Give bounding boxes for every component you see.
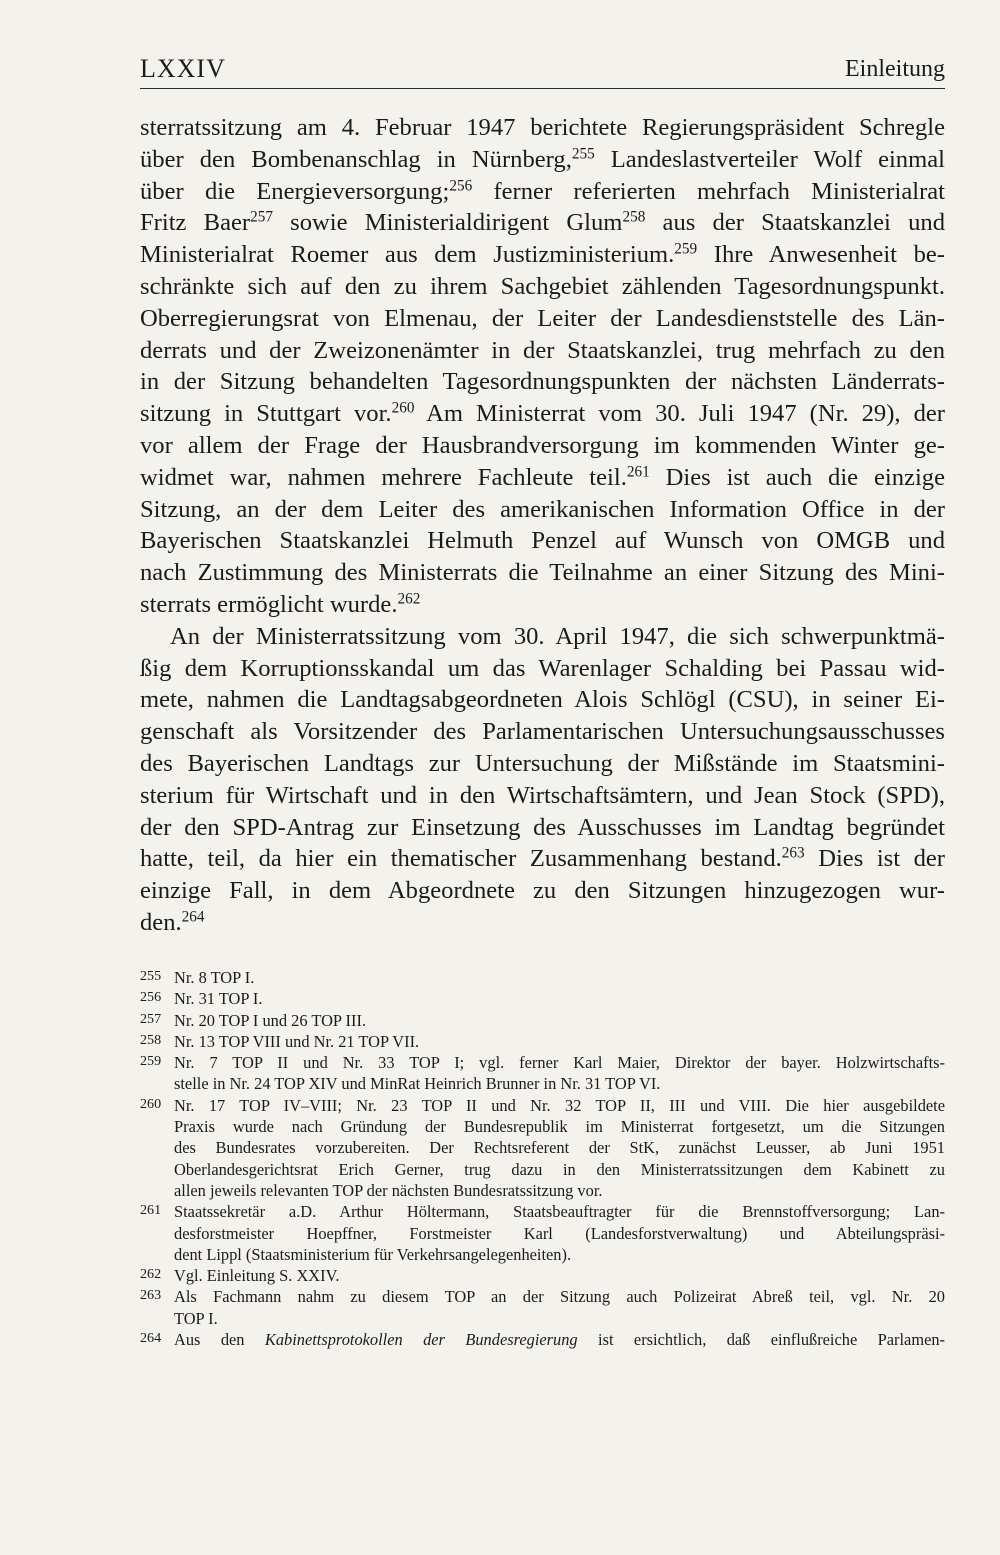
footnote-line xyxy=(174,1159,945,1180)
text-segment: Dies ist auch die einzige xyxy=(649,463,945,491)
footnote-reference[interactable]: 262 xyxy=(397,590,421,608)
text-line xyxy=(140,462,945,494)
text-segment: sitzung in Stuttgart vor. xyxy=(140,400,392,428)
footnote-text: dent Lippl (Staatsministerium für Verkehrsangelegenheiten). xyxy=(174,1244,572,1264)
text-line xyxy=(140,843,945,875)
text-segment: Sitzung, an der dem Leiter des amerikanischen Information Office in der xyxy=(140,495,945,523)
text-segment: Fritz Baer xyxy=(140,209,251,237)
footnote-text: allen jeweils relevanten TOP der nächsten Bundesratssitzung vor. xyxy=(174,1180,603,1200)
footnote-reference[interactable]: 255 xyxy=(571,145,595,163)
footnote-line xyxy=(174,1308,945,1329)
text-line xyxy=(140,335,945,367)
footnote xyxy=(140,1052,945,1095)
text-line xyxy=(140,780,945,812)
text-segment: widmet war, nahmen mehrere Fachleute teil. xyxy=(140,463,627,491)
text-line xyxy=(140,144,945,176)
footnote-text: Nr. 7 TOP II und Nr. 33 TOP I; vgl. ferner Karl Maier, Direktor der bayer. Holzwirtschafts- xyxy=(174,1053,945,1073)
text-line xyxy=(140,557,945,589)
footnote xyxy=(140,1031,945,1052)
footnote-number: 257 xyxy=(140,1010,162,1027)
running-title: Einleitung xyxy=(845,56,945,82)
footnote-number: 255 xyxy=(140,968,162,984)
footnote-text: Nr. 13 TOP VIII und Nr. 21 TOP VII. xyxy=(174,1031,420,1051)
footnote-line xyxy=(174,1286,945,1307)
footnote-line xyxy=(174,988,945,1009)
text-segment: schränkte sich auf den zu ihrem Sachgebiet zählenden Tagesordnungspunkt. xyxy=(140,272,945,300)
italic-title: Kabinettsprotokollen der Bundesregierung xyxy=(264,1330,578,1350)
footnote xyxy=(140,988,945,1009)
text-line xyxy=(140,716,945,748)
footnote-line xyxy=(174,1095,945,1116)
footnote-number: 259 xyxy=(140,1053,162,1070)
footnote-text: Als Fachmann nahm zu diesem TOP an der Sitzung auch Polizeirat Abreß teil, vgl. Nr. 20 xyxy=(174,1287,945,1307)
text-line xyxy=(140,907,945,939)
text-segment: sterratssitzung am 4. Februar 1947 berichtete Regierungspräsident Schregle xyxy=(140,114,945,141)
footnote xyxy=(140,1201,945,1265)
text-segment: der den SPD-Antrag zur Einsetzung des Ausschusses im Landtag begründet xyxy=(140,813,945,841)
main-text xyxy=(140,112,945,939)
footnote xyxy=(140,967,945,988)
footnote-text: Staatssekretär a.D. Arthur Höltermann, Staatsbeauftragter für die Brennstoffversorgung; Lan- xyxy=(174,1202,945,1222)
footnote-text: Nr. 17 TOP IV–VIII; Nr. 23 TOP II und Nr. 32 TOP II, III und VIII. Die hier ausgebildete xyxy=(174,1095,945,1115)
text-line xyxy=(140,684,945,716)
running-header xyxy=(140,52,945,89)
footnote-text: Aus den xyxy=(174,1330,265,1350)
footnote-line xyxy=(174,1201,945,1222)
footnote-text: des Bundesrates vorzubereiten. Der Rechtsreferent der StK, zunächst Leusser, ab Juni 1951 xyxy=(174,1138,945,1158)
text-line xyxy=(140,271,945,303)
text-segment: genschaft als Vorsitzender des Parlamentarischen Untersuchungsausschusses xyxy=(140,718,945,746)
text-segment: An der Ministerratssitzung vom 30. April 1947, die sich schwerpunktmä- xyxy=(170,622,945,650)
text-line xyxy=(140,239,945,271)
text-segment: Oberregierungsrat von Elmenau, der Leiter der Landesdienststelle des Län- xyxy=(140,304,945,332)
footnote-number: 260 xyxy=(140,1095,162,1112)
footnote-number: 264 xyxy=(140,1330,162,1347)
footnote-text: Oberlandesgerichtsrat Erich Gerner, trug dazu in den Ministerratssitzungen dem Kabinett zu xyxy=(174,1159,945,1179)
text-segment: aus der Staatskanzlei und xyxy=(645,209,945,237)
text-segment: Ihre Anwesenheit be- xyxy=(697,241,945,269)
text-segment: ßig dem Korruptionsskandal um das Warenlager Schalding bei Passau wid- xyxy=(140,654,945,682)
text-line xyxy=(140,812,945,844)
footnote-text: Nr. 20 TOP I und 26 TOP III. xyxy=(174,1010,366,1030)
footnote-line xyxy=(174,1031,945,1052)
text-line xyxy=(140,112,945,144)
footnote-number: 262 xyxy=(140,1266,162,1283)
footnote-reference[interactable]: 257 xyxy=(250,209,273,227)
footnote-line xyxy=(174,1010,945,1031)
text-line xyxy=(140,494,945,526)
footnote xyxy=(140,1265,945,1286)
footnote-line xyxy=(174,1265,945,1286)
footnote-line xyxy=(174,1073,945,1094)
text-line xyxy=(140,176,945,208)
footnote-reference[interactable]: 260 xyxy=(391,399,415,417)
footnote-number: 263 xyxy=(140,1287,162,1304)
footnote-reference[interactable]: 258 xyxy=(622,209,646,227)
text-segment: sterium für Wirtschaft und in den Wirtschaftsämtern, und Jean Stock (SPD), xyxy=(140,781,945,809)
text-line xyxy=(140,589,945,621)
text-segment: des Bayerischen Landtags zur Untersuchung der Mißstände im Staatsmini- xyxy=(140,749,945,777)
text-line xyxy=(140,875,945,907)
text-segment: vor allem der Frage der Hausbrandversorgung im kommenden Winter ge- xyxy=(140,431,945,459)
text-line xyxy=(140,525,945,557)
footnote-number: 258 xyxy=(140,1031,162,1048)
page-number: LXXIV xyxy=(140,54,226,83)
footnote-reference[interactable]: 256 xyxy=(449,177,473,195)
text-segment: Ministerialrat Roemer aus dem Justizministerium. xyxy=(140,241,675,269)
footnote-line xyxy=(174,967,945,988)
text-line xyxy=(140,653,945,685)
text-segment: mete, nahmen die Landtagsabgeordneten Alois Schlögl (CSU), in seiner Ei- xyxy=(140,686,945,714)
footnote-line xyxy=(174,1329,945,1350)
footnote xyxy=(140,1010,945,1031)
text-segment: derrats und der Zweizonenämter in der Staatskanzlei, trug mehrfach zu den xyxy=(140,336,945,364)
footnote-line xyxy=(174,1223,945,1244)
text-segment: sterrats ermöglicht wurde. xyxy=(140,590,398,618)
footnote-text: desforstmeister Hoepffner, Forstmeister Karl (Landesforstverwaltung) und Abteilungspräsi- xyxy=(174,1223,945,1243)
text-line xyxy=(140,621,945,653)
footnote-text: ist ersichtlich, daß einflußreiche Parlamen- xyxy=(577,1330,945,1350)
footnote-text: Vgl. Einleitung S. XXIV. xyxy=(174,1266,340,1286)
text-segment: in der Sitzung behandelten Tagesordnungspunkten der nächsten Länderrats- xyxy=(140,368,945,396)
text-segment: Dies ist der xyxy=(804,845,945,873)
footnote-reference[interactable]: 264 xyxy=(181,908,205,926)
text-line xyxy=(140,366,945,398)
footnote xyxy=(140,1329,945,1350)
text-segment: über die Energieversorgung; xyxy=(140,177,450,205)
footnote-text: Praxis wurde nach Gründung der Bundesrepublik im Ministerrat fortgesetzt, um die Sitzungen xyxy=(174,1117,945,1137)
text-line xyxy=(140,398,945,430)
text-segment: den. xyxy=(140,908,182,936)
footnote-line xyxy=(174,1244,945,1265)
footnote-reference[interactable]: 261 xyxy=(626,463,650,481)
text-line xyxy=(140,430,945,462)
footnote-line xyxy=(174,1137,945,1158)
footnotes xyxy=(140,967,945,1350)
footnote xyxy=(140,1095,945,1201)
footnote-text: Nr. 8 TOP I. xyxy=(174,968,255,987)
footnote-line xyxy=(174,1180,945,1201)
footnote-line xyxy=(174,1052,945,1073)
text-segment: einzige Fall, in dem Abgeordnete zu den Sitzungen hinzugezogen wur- xyxy=(140,877,945,905)
text-segment: sowie Ministerialdirigent Glum xyxy=(272,209,623,237)
text-segment: Landeslastverteiler Wolf einmal xyxy=(594,145,945,173)
text-segment: Am Ministerrat vom 30. Juli 1947 (Nr. 29), der xyxy=(414,400,945,428)
footnote-reference[interactable]: 263 xyxy=(781,844,805,862)
footnote-text: TOP I. xyxy=(174,1308,218,1328)
footnote-text: stelle in Nr. 24 TOP XIV und MinRat Heinrich Brunner in Nr. 31 TOP VI. xyxy=(174,1074,661,1094)
footnote-number: 256 xyxy=(140,989,162,1006)
text-line xyxy=(140,748,945,780)
text-line xyxy=(140,303,945,335)
text-segment: nach Zustimmung des Ministerrats die Teilnahme an einer Sitzung des Mini- xyxy=(140,559,945,587)
footnote-line xyxy=(174,1116,945,1137)
text-segment: über den Bombenanschlag in Nürnberg, xyxy=(140,145,572,173)
footnote-number: 261 xyxy=(140,1202,162,1219)
text-line xyxy=(140,207,945,239)
footnote-text: Nr. 31 TOP I. xyxy=(174,989,263,1009)
text-segment: ferner referierten mehrfach Ministerialrat xyxy=(472,177,946,205)
footnote-reference[interactable]: 259 xyxy=(674,240,698,258)
text-segment: Bayerischen Staatskanzlei Helmuth Penzel auf Wunsch von OMGB und xyxy=(140,527,945,555)
text-segment: hatte, teil, da hier ein thematischer Zusammenhang bestand. xyxy=(140,845,782,873)
footnote xyxy=(140,1286,945,1329)
